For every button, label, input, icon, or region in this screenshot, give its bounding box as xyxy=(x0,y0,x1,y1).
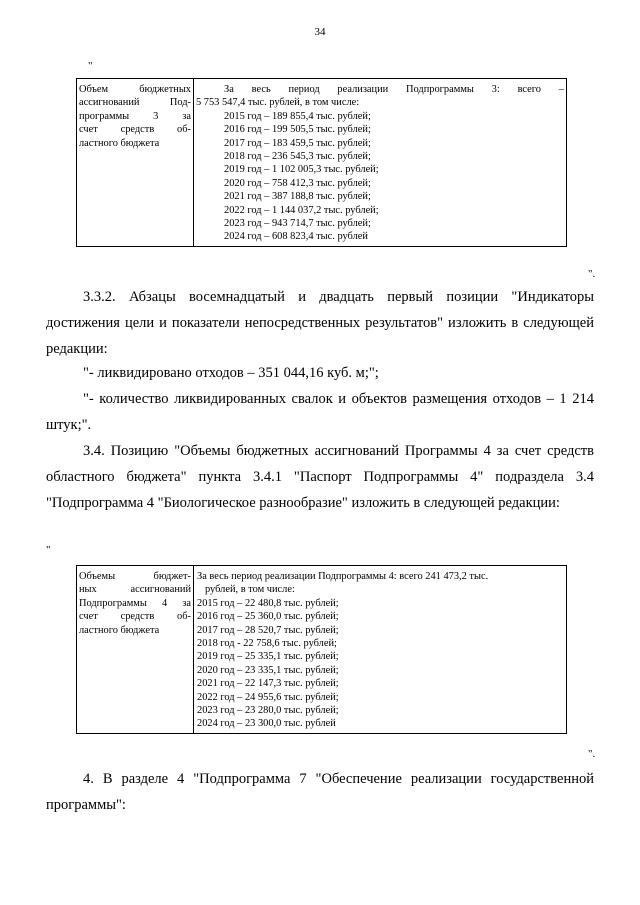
year-line: 2018 год – 236 545,3 тыс. рублей; xyxy=(224,151,371,163)
paragraph-dumps-count: "- количество ликвидированных свалок и объектов размещения отходов – 1 214 штук;". xyxy=(46,391,594,433)
budget-table-subprogram-4 xyxy=(76,565,567,734)
label-line: счет средств об- xyxy=(79,611,191,623)
paragraph-liquidated-waste: "- ликвидировано отходов – 351 044,16 куб. м;"; xyxy=(83,365,379,381)
year-line: 2017 год – 183 459,5 тыс. рублей; xyxy=(224,137,371,149)
year-line: 2024 год – 608 823,4 тыс. рублей xyxy=(224,231,368,243)
year-line: 2019 год – 1 102 005,3 тыс. рублей; xyxy=(224,164,379,176)
intro-line: рублей, в том числе: xyxy=(205,584,295,596)
label-line: Объем бюджетных xyxy=(79,84,191,95)
year-line: 2015 год – 189 855,4 тыс. рублей; xyxy=(224,110,371,122)
year-line: 2021 год – 22 147,3 тыс. рублей; xyxy=(197,678,339,690)
table-value-cell xyxy=(194,79,567,247)
intro-line: 5 753 547,4 тыс. рублей, в том числе: xyxy=(196,97,360,109)
closing-quote-mark: ". xyxy=(588,748,596,760)
label-line: счет средств об- xyxy=(79,124,191,136)
year-line: 2018 год - 22 758,6 тыс. рублей; xyxy=(197,638,337,650)
year-line: 2022 год – 1 144 037,2 тыс. рублей; xyxy=(224,204,379,216)
year-list xyxy=(196,110,564,244)
table-value-cell xyxy=(194,566,567,734)
year-line: 2023 год – 943 714,7 тыс. рублей; xyxy=(224,218,371,230)
label-line: ластного бюджета xyxy=(79,137,160,149)
paragraph-3-3-2: 3.3.2. Абзацы восемнадцатый и двадцать первый позиции "Индикаторы достижения цели и показатели непосредственных результатов" изложить в следующей редакции: xyxy=(46,289,594,357)
year-line: 2024 год – 23 300,0 тыс. рублей xyxy=(197,718,336,730)
label-line: программы 3 за xyxy=(79,110,191,122)
opening-quote-mark: " xyxy=(88,60,93,72)
intro-line: За весь период реализации Подпрограммы 4: всего 241 473,2 тыс. xyxy=(197,571,489,582)
year-line: 2020 год – 758 412,3 тыс. рублей; xyxy=(224,177,371,189)
label-line: ных ассигнований xyxy=(79,584,191,596)
label-line: Подпрограммы 4 за xyxy=(79,597,191,609)
table-label-cell xyxy=(77,566,194,734)
paragraph-4: 4. В разделе 4 "Подпрограмма 7 "Обеспечение реализации государственной программы": xyxy=(46,771,594,813)
table-label-cell xyxy=(77,79,194,247)
year-line: 2022 год – 24 955,6 тыс. рублей; xyxy=(197,691,339,703)
year-line: 2015 год – 22 480,8 тыс. рублей; xyxy=(197,597,339,609)
label-line: ластного бюджета xyxy=(79,624,160,636)
year-line: 2021 год – 387 188,8 тыс. рублей; xyxy=(224,191,371,203)
year-line: 2016 год – 199 505,5 тыс. рублей; xyxy=(224,124,371,136)
paragraph-3-4: 3.4. Позицию "Объемы бюджетных ассигнований Программы 4 за счет средств областного бюджета" пункта 3.4.1 "Паспорт Подпрограммы 4" подраздела 3.4 "Подпрограмма 4 "Биологическое разнообразие" изложить в следующей редакции: xyxy=(46,443,594,511)
year-line: 2016 год – 25 360,0 тыс. рублей; xyxy=(197,611,339,623)
intro-line: За весь период реализации Подпрограммы 3: всего – xyxy=(224,84,564,95)
page-number: 34 xyxy=(314,26,326,38)
opening-quote-mark: " xyxy=(46,544,51,556)
closing-quote-mark: ". xyxy=(588,268,596,280)
year-line: 2017 год – 28 520,7 тыс. рублей; xyxy=(197,624,339,636)
year-line: 2020 год – 23 335,1 тыс. рублей; xyxy=(197,664,339,676)
year-line: 2023 год – 23 280,0 тыс. рублей; xyxy=(197,705,339,717)
budget-table-subprogram-3 xyxy=(76,78,567,247)
year-line: 2019 год – 25 335,1 тыс. рублей; xyxy=(197,651,339,663)
label-line: ассигнований Под- xyxy=(79,97,191,109)
label-line: Объемы бюджет- xyxy=(79,571,191,582)
